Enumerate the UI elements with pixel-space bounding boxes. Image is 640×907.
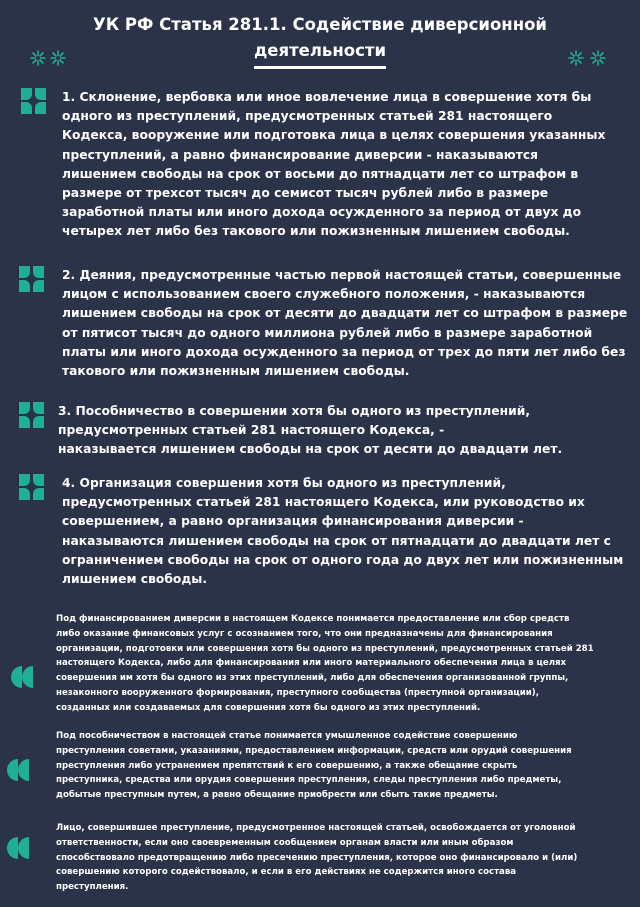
text-line: лишением свободы на срок от десяти до двадцати лет со штрафом в размере (62, 306, 628, 321)
article-paragraph-2 (62, 266, 636, 381)
quote-icon (6, 758, 38, 782)
text-line: Под финансированием диверсии в настоящем Кодексе понимается предоставление или сбор средств (56, 614, 570, 624)
text-line: 4. Организация совершения хотя бы одного из преступлений, (62, 476, 506, 490)
title-line-2: деятельности (254, 38, 386, 69)
text-line: Под пособничеством в настоящей статье понимается умышленное содействие совершению (56, 731, 518, 741)
text-line: совершения им хотя бы одного из этих преступлений, либо для обеспечения организованной группы, (56, 673, 569, 684)
article-paragraph-1 (62, 88, 632, 242)
text-line: 3. Пособничество в совершении хотя бы одного из преступлений, (58, 404, 531, 418)
petal-marker-icon (18, 402, 46, 428)
text-line: незаконного вооруженного формирования, преступного сообщества (преступной организации), (56, 687, 539, 698)
text-line: Лицо, совершившее преступление, предусмотренное настоящей статьей, освобождается от уголовной (56, 823, 576, 833)
quote-icon (6, 836, 38, 860)
text-line: преступника, средства или орудия совершения преступления, следы преступления либо предметы, (56, 775, 562, 786)
petal-marker-icon (20, 88, 48, 114)
text-line: 2. Деяния, предусмотренные частью первой настоящей статьи, совершенные (62, 268, 622, 282)
text-line: совершением, а равно организация финансирования диверсии - (62, 514, 524, 529)
text-line: размере от трехсот тысяч до семисот тысяч рублей либо в размере (62, 186, 549, 201)
text-line: ограничением свободы на срок от одного года до двух лет или пожизненным (62, 552, 624, 567)
exemption-note (56, 821, 636, 895)
definition-note-complicity (56, 729, 636, 803)
text-line: такового или пожизненным лишением свободы. (62, 364, 410, 379)
text-line: добытые преступным путем, а равно обещание приобрести или сбыть такие предметы. (56, 790, 498, 801)
text-line: созданных или создаваемых для совершения хотя бы одного из этих преступлений. (56, 702, 481, 713)
text-line: лишением свободы на срок от восьми до пятнадцати лет со штрафом в (62, 166, 579, 181)
text-line: 1. Склонение, вербовка или иное вовлечение лица в совершение хотя бы (62, 90, 592, 104)
text-line: предусмотренных статьей 281 настоящего Кодекса, или руководство их (62, 495, 585, 510)
definition-note-financing (56, 612, 636, 716)
text-line: четырех лет либо без такового или пожизненным лишением свободы. (62, 224, 570, 239)
text-line: от пятисот тысяч до одного миллиона рублей либо в размере заработной (62, 325, 593, 340)
text-line: либо оказание финансовых услуг с осознанием того, что они предназначены для финансирования (56, 628, 553, 639)
asterisk-icon (30, 50, 46, 66)
asterisk-icon (590, 50, 606, 66)
petal-marker-icon (18, 266, 46, 292)
text-line: лицом с использованием своего служебного положения, - наказываются (62, 287, 586, 302)
text-line: предусмотренных статьей 281 настоящего Кодекса, - (58, 423, 445, 438)
article-paragraph-4 (62, 474, 634, 589)
asterisk-icon (50, 50, 66, 66)
asterisk-icon (568, 50, 584, 66)
text-line: Кодекса, вооружение или подготовка лица в целях совершения указанных (62, 128, 606, 143)
text-line: преступлений, а равно финансирование диверсии - наказываются (62, 147, 539, 162)
page-title (60, 12, 580, 69)
text-line: настоящего Кодекса, либо для финансирования или иного материального обеспечения лица в целях (56, 658, 567, 669)
text-line: наказываются лишением свободы на срок от пятнадцати до двадцати лет с (62, 533, 611, 548)
text-line: организации, подготовки или совершения хотя бы одного из преступлений, предусмотренных статьей 281 (56, 643, 594, 654)
petal-marker-icon (18, 474, 46, 500)
text-line: платы или иного дохода осужденного за период от трех до пяти лет либо без (62, 344, 626, 359)
text-line: лишением свободы. (62, 572, 208, 587)
text-line: преступления советами, указаниями, предоставлением информации, средств или орудий совершения (56, 745, 572, 756)
text-line: ответственности, если оно своевременным сообщением органам власти или иным образом (56, 837, 514, 848)
text-line: способствовало предотвращению либо пресечению преступления, которое оно финансировало и (или) (56, 852, 578, 863)
text-line: совершению которого содействовало, и если в его действиях не содержится иного состава (56, 867, 517, 878)
article-paragraph-3 (58, 402, 628, 460)
text-line: заработной платы или иного дохода осужденного за период от двух до (62, 205, 582, 220)
title-line-1: УК РФ Статья 281.1. Содействие диверсионной (92, 15, 547, 34)
quote-icon (10, 665, 42, 689)
text-line: преступления либо устранением препятствий к его совершению, а также обещание скрыть (56, 760, 518, 771)
text-line: одного из преступлений, предусмотренных статьей 281 настоящего (62, 109, 553, 124)
text-line: наказывается лишением свободы на срок от десяти до двадцати лет. (58, 442, 563, 457)
text-line: преступления. (56, 882, 129, 893)
